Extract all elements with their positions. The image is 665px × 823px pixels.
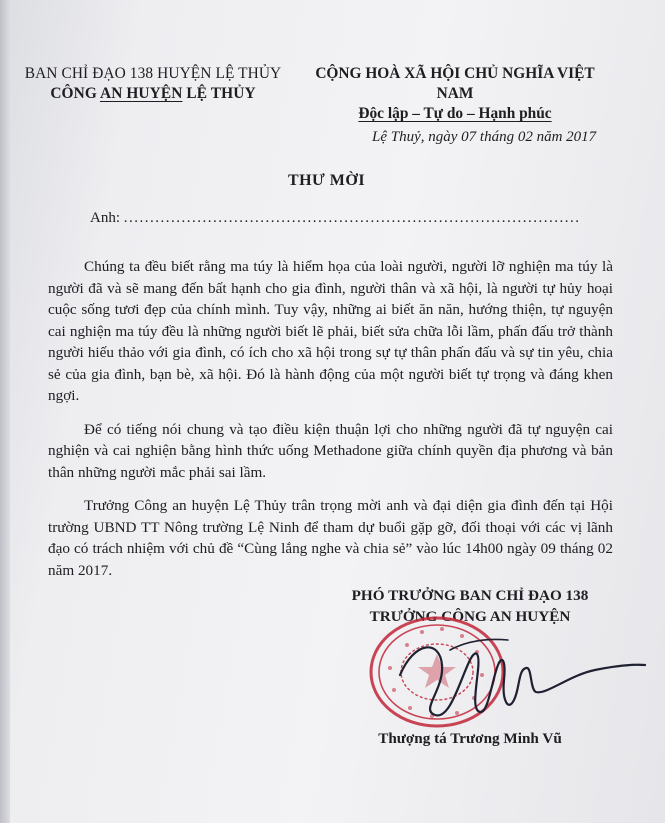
- signature-title-line-1: PHÓ TRƯỞNG BAN CHỈ ĐẠO 138: [351, 587, 589, 604]
- signer-name: Thượng tá Trương Minh Vũ: [378, 730, 562, 747]
- date-line: Lệ Thuỷ, ngày 07 tháng 02 năm 2017: [372, 129, 597, 145]
- paragraph-2: Để có tiếng nói chung và tạo điều kiện thuận lợi cho những người đã tự nguyện cai nghiện và cai nghiện bằng hình thức uống Methadone giữa chính quyền địa phương và bản thân những người mắc phải sai lầm.: [48, 420, 613, 481]
- addressee-label: Anh:: [90, 210, 120, 226]
- authority-line-1: BAN CHỈ ĐẠO 138 HUYỆN LỆ THỦY: [24, 65, 282, 82]
- national-heading: [300, 64, 610, 124]
- paragraph-3: Trưởng Công an huyện Lệ Thủy trân trọng mời anh và đại diện gia đình đến tại Hội trường UBND TT Nông trường Lệ Ninh để tham dự buổi gặp gỡ, đối thoại với các vị lãnh đạo có trách nhiệm với chủ đề “Cùng lắng nghe và chia sẻ” vào lúc 14h00 ngày 09 tháng 02 năm 2017.: [48, 497, 613, 579]
- document-title: THƯ MỜI: [287, 172, 366, 189]
- national-motto: Độc lập – Tự do – Hạnh phúc: [358, 105, 552, 122]
- paragraph-1: Chúng ta đều biết rằng ma túy là hiểm họa của loài người, người lỡ nghiện ma túy là người đã và sẽ mang đến bất hạnh cho gia đình, người thân và xã hội, là người tự hủy hoại cuộc sống tươi đẹp của chính mình. Tuy vậy, những ai biết ăn năn, hướng thiện, tự nguyện cai nghiện ma túy đều là những người biết lẽ phải, biết sửa chữa lỗi lầm, phấn đấu trở thành người hiếu thảo với gia đình, có ích cho xã hội trong sự tự thân phấn đấu và sự tin yêu, chia sẻ của gia đình, bạn bè, xã hội. Đó là hành động của một người biết tự trọng và đáng khen ngợi.: [48, 258, 613, 404]
- national-title: CỘNG HOÀ XÃ HỘI CHỦ NGHĨA VIỆT NAM: [315, 65, 595, 102]
- addressee-blank: .......................................................................................: [123, 210, 581, 226]
- signature-title-line-2: TRƯỞNG CÔNG AN HUYỆN: [369, 608, 571, 625]
- handwritten-signature: [380, 620, 650, 730]
- letter-body: [48, 256, 613, 593]
- authority-line-2: CÔNG AN HUYỆN LỆ THỦY: [50, 85, 256, 102]
- addressee-line: [90, 210, 581, 227]
- page-edge-shadow: [0, 0, 10, 823]
- issuing-authority: [8, 64, 298, 104]
